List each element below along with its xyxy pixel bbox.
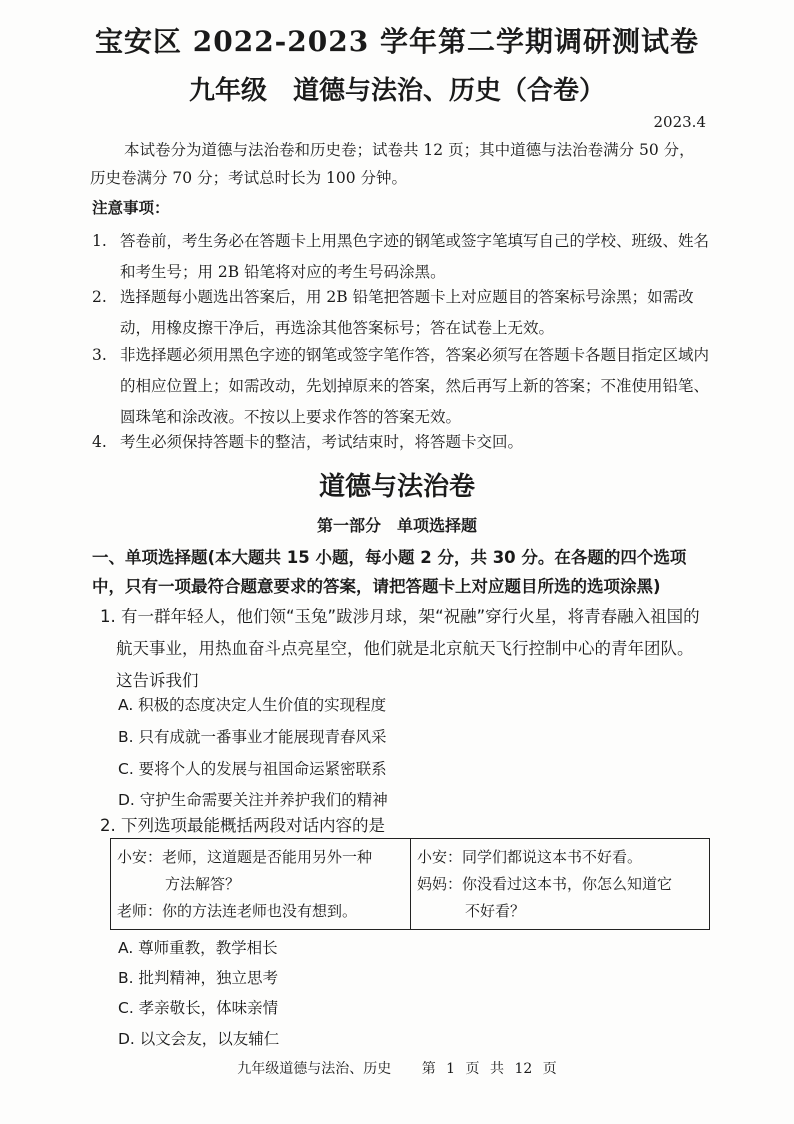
page-footer [0, 1058, 794, 1078]
option-a: A. 积极的态度决定人生价值的实现程度 [118, 696, 387, 714]
dialog-speaker: 小安： [117, 848, 163, 866]
dialog-continuation: 方法解答？ [165, 875, 241, 893]
dialog-text: 老师，这道题是否能用另外一种 [162, 848, 373, 866]
dialog-text: 你没看过这本书，你怎么知道它 [462, 875, 673, 893]
part-title: 第一部分 单项选择题 [316, 516, 477, 535]
notice-item-number: 1. [92, 232, 107, 250]
notice-item [92, 282, 710, 344]
exam-date: 2023.4 [653, 113, 706, 131]
notice-item-text: 选择题每小题选出答案后，用 2B 铅笔把答题卡上对应题目的答案标号涂黑；如需改动，用橡皮擦干净后，再选涂其他答案标号；答在试卷上无效。 [120, 288, 694, 337]
dialog-cell-right [411, 839, 709, 929]
exam-title: 宝安区 2022-2023 学年第二学期调研测试卷 [95, 25, 699, 58]
dialog-line [417, 871, 703, 898]
section-title: 道德与法治卷 [318, 472, 475, 502]
option-a: A. 尊师重教，教学相长 [118, 939, 278, 957]
dialog-cell-left [111, 839, 411, 929]
notice-item [92, 340, 710, 433]
notice-item-text: 非选择题必须用黑色字迹的钢笔或签字笔作答，答案必须写在答题卡各题目指定区域内的相应位置上；如需改动，先划掉原来的答案，然后再写上新的答案；不准使用铅笔、圆珠笔和涂改液。不按以上要求作答的答案无效。 [120, 346, 710, 426]
dialog-table [110, 838, 710, 930]
dialog-text: 同学们都说这本书不好看。 [462, 848, 643, 866]
notice-item-number: 4. [92, 433, 107, 451]
option-d: D. 以文会友，以友辅仁 [118, 1030, 280, 1048]
footer-page-number: 第 1 页 共 12 页 [421, 1061, 557, 1077]
question-2-stem: 2. 下列选项最能概括两段对话内容的是 [100, 816, 385, 835]
option-b: B. 只有成就一番事业才能展现青春风采 [118, 728, 387, 746]
option-c: C. 要将个人的发展与祖国命运紧密联系 [118, 760, 387, 778]
intro-paragraph: 本试卷分为道德与法治卷和历史卷；试卷共 12 页；其中道德与法治卷满分 50 分，历史卷满分 70 分；考试总时长为 100 分钟。 [90, 141, 695, 187]
footer-subject: 九年级道德与法治、历史 [237, 1061, 392, 1077]
dialog-line [117, 844, 404, 871]
notice-item [92, 226, 710, 288]
dialog-speaker: 老师： [117, 902, 163, 920]
dialog-speaker: 小安： [417, 848, 463, 866]
notice-item-number: 3. [92, 346, 107, 364]
dialog-text: 你的方法连老师也没有想到。 [162, 902, 358, 920]
exam-subtitle: 九年级 道德与法治、历史（合卷） [188, 76, 605, 106]
question-stem: 1. 有一群年轻人，他们领“玉兔”跋涉月球，架“祝融”穿行火星，将青春融入祖国的航天事业，用热血奋斗点亮星空，他们就是北京航天飞行控制中心的青年团队。 [100, 607, 700, 658]
option-c: C. 孝亲敬长，体味亲情 [118, 999, 279, 1017]
dialog-line [117, 898, 404, 925]
notice-item-number: 2. [92, 288, 107, 306]
notice-item-text: 考生必须保持答题卡的整洁，考试结束时，将答题卡交回。 [120, 433, 524, 451]
notice-heading: 注意事项： [92, 199, 170, 217]
option-b: B. 批判精神，独立思考 [118, 969, 278, 987]
dialog-speaker: 妈妈： [417, 875, 463, 893]
dialog-continuation: 不好看？ [465, 902, 526, 920]
option-d: D. 守护生命需要关注并养护我们的精神 [118, 791, 388, 809]
notice-item [92, 427, 710, 458]
question-prompt: 这告诉我们 [116, 671, 199, 690]
question-1 [100, 601, 712, 697]
dialog-line [417, 844, 703, 871]
multiple-choice-heading: 一、单项选择题(本大题共 15 小题，每小题 2 分，共 30 分。在各题的四个选项中，只有一项最符合题意要求的答案，请把答题卡上对应题目所选的选项涂黑) [92, 548, 687, 596]
notice-item-text: 答卷前，考生务必在答题卡上用黑色字迹的钢笔或签字笔填写自己的学校、班级、姓名和考生号；用 2B 铅笔将对应的考生号码涂黑。 [120, 232, 710, 281]
